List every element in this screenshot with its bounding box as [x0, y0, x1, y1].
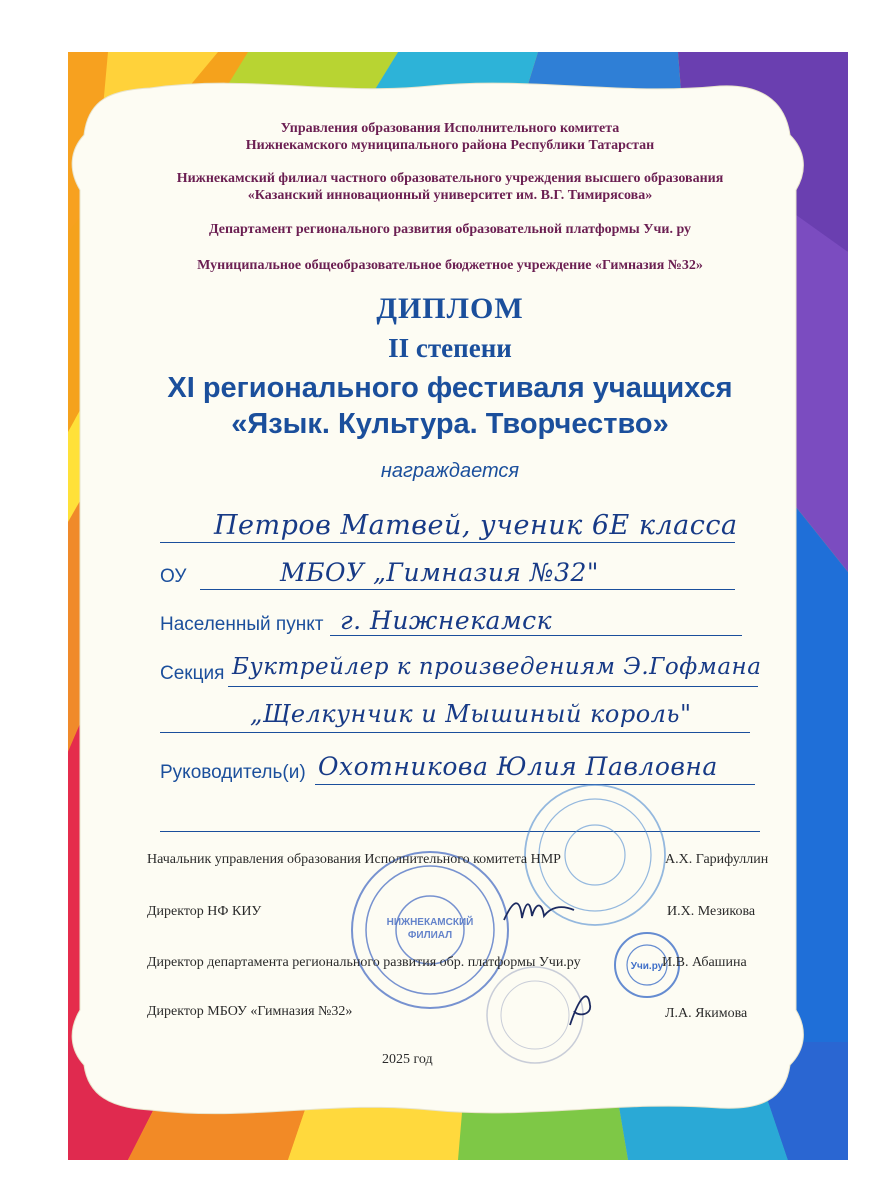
signature-name-4: Л.А. Якимова — [665, 1006, 748, 1021]
filial-stamp-text-1: НИЖНЕКАМСКИЙ — [386, 917, 474, 928]
awardee-line — [160, 542, 735, 543]
awardee-name: Петров Матвей, ученик 6Е класса — [214, 510, 738, 541]
section-value-line-2: „Щелкунчик и Мышиный король" — [250, 700, 692, 728]
filial-stamp-text-2: ФИЛИАЛ — [407, 930, 453, 941]
section-value-line-1: Буктрейлер к произведениям Э.Гофмана — [232, 654, 762, 680]
school-value: МБОУ „Гимназия №32" — [280, 558, 599, 587]
festival-name-line-1: XI регионального фестиваля учащихся — [167, 372, 733, 404]
year: 2025 год — [382, 1052, 433, 1067]
section-line-1 — [228, 686, 758, 687]
org-line-2: Нижнекамского муниципального района Республики Татарстан — [245, 138, 655, 153]
supervisor-value: Охотникова Юлия Павловна — [318, 752, 718, 781]
signature-mark-kiu — [500, 890, 580, 930]
diploma-title: ДИПЛОМ — [376, 292, 524, 325]
signature-mark-gym — [560, 985, 600, 1030]
signature-name-2: И.Х. Мезикова — [667, 904, 756, 919]
signature-role-2: Директор НФ КИУ — [147, 904, 262, 919]
school-label: ОУ — [160, 566, 187, 587]
signature-role-3: Директор департамента регионального развития обр. платформы Учи.ру — [147, 955, 581, 970]
city-value: г. Нижнекамск — [340, 606, 553, 635]
org-line-3: Нижнекамский филиал частного образовательного учреждения высшего образования — [176, 171, 724, 186]
org-line-5: Департамент регионального развития образовательной платформы Учи. ру — [208, 222, 692, 237]
festival-name-line-2: «Язык. Культура. Творчество» — [231, 408, 669, 440]
signature-role-4: Директор МБОУ «Гимназия №32» — [147, 1004, 353, 1019]
section-label: Секция — [160, 663, 225, 684]
city-label: Населенный пункт — [160, 614, 324, 635]
uchi-stamp-text: Учи.ру — [630, 961, 664, 972]
signature-name-1: А.Х. Гарифуллин — [665, 852, 769, 867]
org-line-1: Управления образования Исполнительного комитета — [280, 121, 620, 136]
blank-line — [160, 831, 760, 832]
org-line-4: «Казанский инновационный университет им. В.Г. Тимирясова» — [247, 188, 653, 203]
city-line — [330, 635, 742, 636]
signature-name-3: И.В. Абашина — [662, 955, 747, 970]
section-line-2 — [160, 732, 750, 733]
supervisor-label: Руководитель(и) — [160, 762, 306, 783]
signature-role-1: Начальник управления образования Исполнительного комитета НМР — [147, 852, 561, 867]
awarded-label: награждается — [380, 460, 520, 482]
school-line — [200, 589, 735, 590]
org-line-6: Муниципальное общеобразовательное бюджетное учреждение «Гимназия №32» — [197, 258, 703, 273]
diploma-degree: II степени — [388, 333, 512, 363]
